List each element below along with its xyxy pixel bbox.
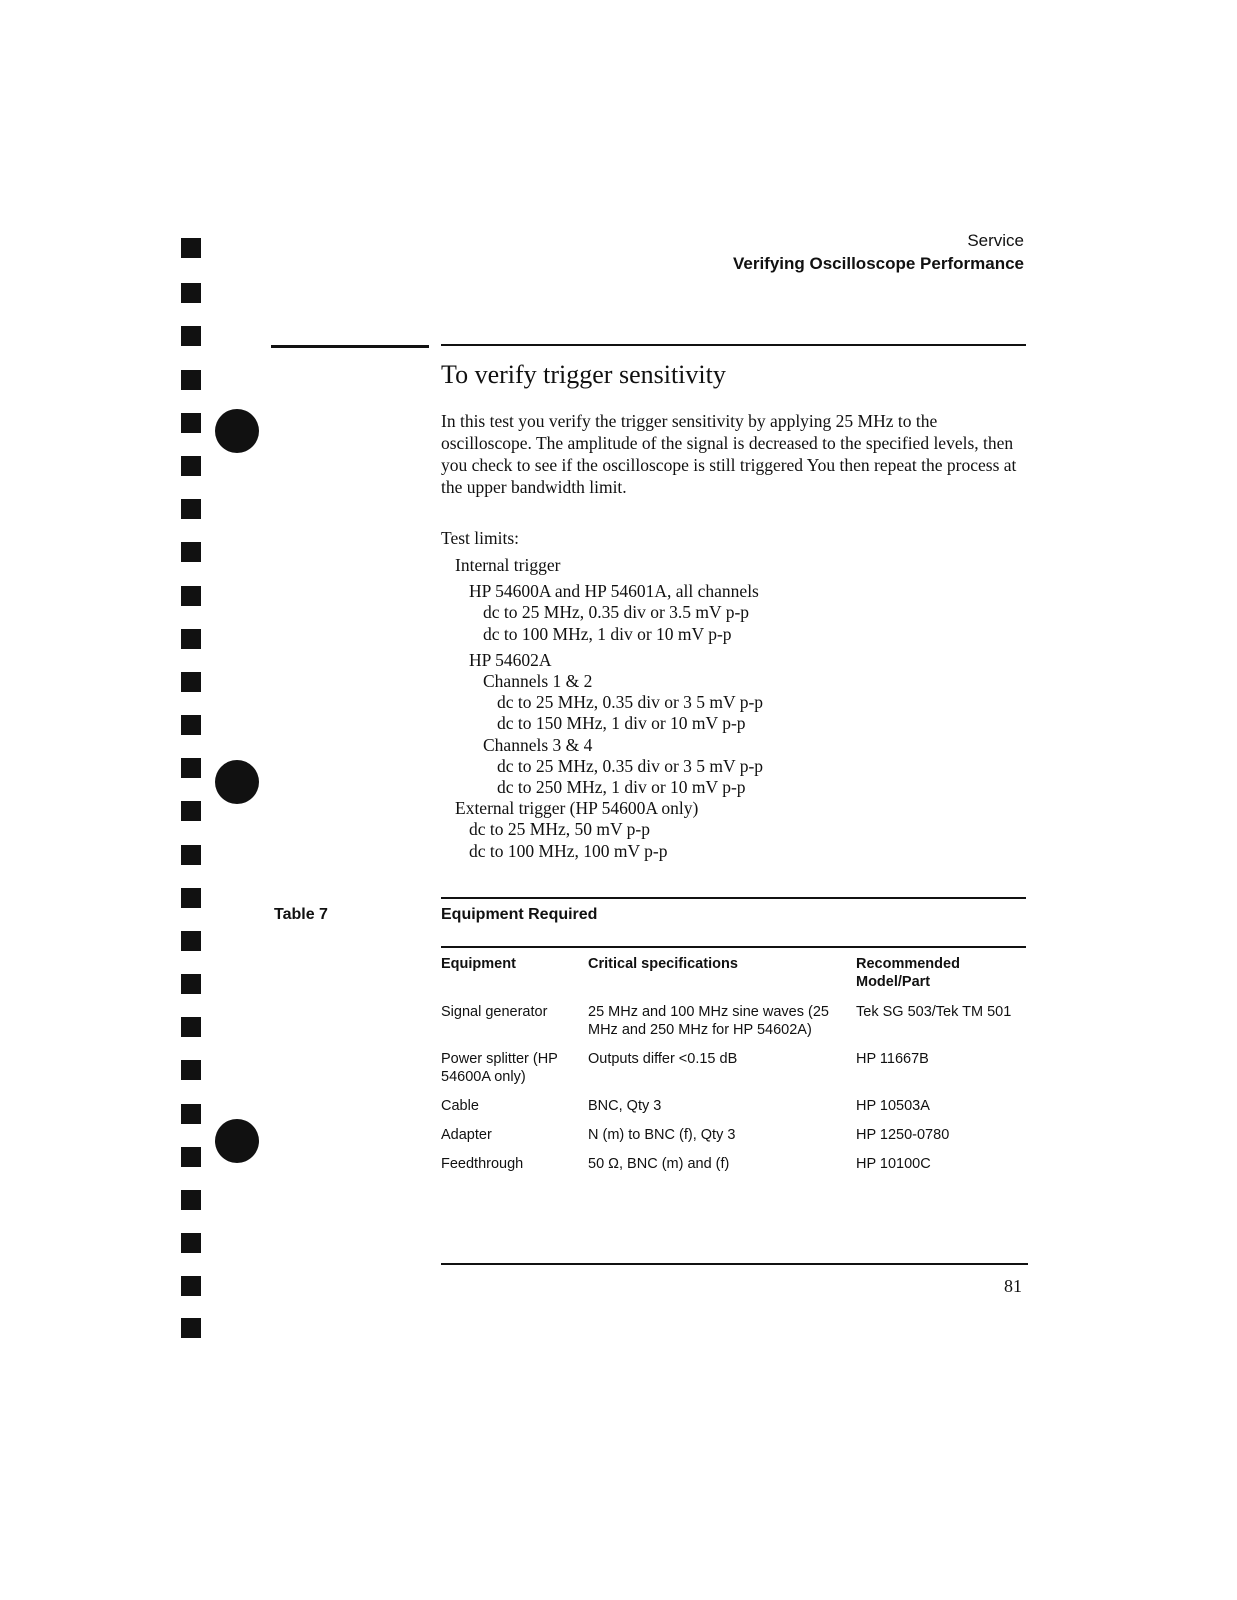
binder-square-mark [181, 715, 201, 735]
table-cell: HP 1250-0780 [856, 1127, 950, 1143]
binder-square-mark [181, 1276, 201, 1296]
equipment-table [441, 955, 1026, 1173]
binder-square-mark [181, 1190, 201, 1210]
binder-square-mark [181, 845, 201, 865]
limit-heading: Channels 3 & 4 [483, 734, 593, 755]
table-cell: Feedthrough [441, 1156, 524, 1172]
binder-square-mark [181, 672, 201, 692]
table-cell: HP 11667B [856, 1051, 929, 1067]
limit-line: dc to 100 MHz, 100 mV p-p [469, 840, 668, 861]
running-header [733, 229, 1024, 275]
binder-square-mark [181, 456, 201, 476]
binder-square-mark [181, 974, 201, 994]
binder-square-mark [181, 1318, 201, 1338]
binder-square-mark [181, 413, 201, 433]
binder-square-mark [181, 758, 201, 778]
binder-square-mark [181, 1060, 201, 1080]
binder-hole [215, 409, 259, 453]
table-row [441, 1126, 1026, 1144]
table-cell: HP 10100C [856, 1156, 931, 1172]
limit-line: dc to 25 MHz, 0.35 div or 3 5 mV p-p [497, 755, 764, 776]
limit-heading: External trigger (HP 54600A only) [455, 798, 699, 819]
table-cell: 50 Ω, BNC (m) and (f) [588, 1156, 730, 1172]
test-limits-list [441, 555, 763, 862]
table-cell: Tek SG 503/Tek TM 501 [856, 1004, 1012, 1020]
table-label: Table 7 [274, 906, 328, 923]
table-header-row [441, 955, 1026, 991]
binder-square-mark [181, 326, 201, 346]
table-title: Equipment Required [441, 906, 598, 923]
binder-square-mark [181, 931, 201, 951]
header-section: Service [967, 231, 1024, 250]
table-cell: 25 MHz and 100 MHz sine waves (25 MHz and 250 MHz for HP 54602A) [588, 1004, 829, 1038]
table-cell: Cable [441, 1098, 479, 1114]
test-limits-label: Test limits: [441, 528, 520, 548]
column-header: Critical specifications [588, 956, 738, 972]
binder-hole [215, 760, 259, 804]
binder-square-mark [181, 586, 201, 606]
section-title: To verify trigger sensitivity [441, 360, 726, 389]
table-cell: Power splitter (HP 54600A only) [441, 1051, 558, 1085]
table-cell: Adapter [441, 1127, 492, 1143]
binder-square-mark [181, 888, 201, 908]
binder-square-mark [181, 629, 201, 649]
limit-line: dc to 25 MHz, 0.35 div or 3 5 mV p-p [497, 692, 764, 713]
limit-line: dc to 150 MHz, 1 div or 10 mV p-p [497, 713, 746, 734]
table-row [441, 1050, 1026, 1086]
table-rule-header [441, 946, 1026, 948]
limit-line: dc to 25 MHz, 0.35 div or 3.5 mV p-p [483, 602, 750, 623]
intro-paragraph: In this test you verify the trigger sensitivity by applying 25 MHz to the oscilloscope. The amplitude of the signal is decreased to the specified levels, then you check to see if the oscilloscope is still triggered You then repeat the process at the upper bandwidth limit. [441, 411, 1017, 497]
section-rule-left [271, 345, 429, 348]
footer-rule [441, 1263, 1028, 1265]
binder-square-mark [181, 1147, 201, 1167]
limit-line: dc to 250 MHz, 1 div or 10 mV p-p [497, 777, 746, 798]
binder-square-mark [181, 1017, 201, 1037]
table-row [441, 1097, 1026, 1115]
binder-square-mark [181, 542, 201, 562]
column-header: Equipment [441, 956, 516, 972]
binder-square-mark [181, 283, 201, 303]
limit-line: dc to 25 MHz, 50 mV p-p [469, 819, 650, 840]
binder-square-mark [181, 499, 201, 519]
limit-heading: Internal trigger [455, 555, 561, 575]
section-rule-main [441, 344, 1026, 346]
table-row [441, 1155, 1026, 1173]
table-cell: HP 10503A [856, 1098, 930, 1114]
header-subsection: Verifying Oscilloscope Performance [732, 254, 1024, 273]
table-cell: N (m) to BNC (f), Qty 3 [588, 1127, 736, 1143]
limit-heading: HP 54600A and HP 54601A, all channels [469, 581, 759, 602]
binder-square-mark [181, 801, 201, 821]
binder-square-mark [181, 1104, 201, 1124]
limit-heading: Channels 1 & 2 [483, 671, 593, 692]
table-rule-top [441, 897, 1026, 899]
column-header: Recommended Model/Part [856, 956, 960, 990]
table-cell: BNC, Qty 3 [588, 1098, 662, 1114]
binder-square-mark [181, 370, 201, 390]
table-cell: Outputs differ <0.15 dB [588, 1051, 738, 1067]
limit-line: dc to 100 MHz, 1 div or 10 mV p-p [483, 623, 732, 644]
table-row [441, 1003, 1026, 1039]
limit-heading: HP 54602A [469, 649, 552, 670]
binder-square-mark [181, 1233, 201, 1253]
page-number: 81 [1004, 1276, 1022, 1296]
binder-hole [215, 1119, 259, 1163]
table-cell: Signal generator [441, 1004, 548, 1020]
binder-square-mark [181, 238, 201, 258]
